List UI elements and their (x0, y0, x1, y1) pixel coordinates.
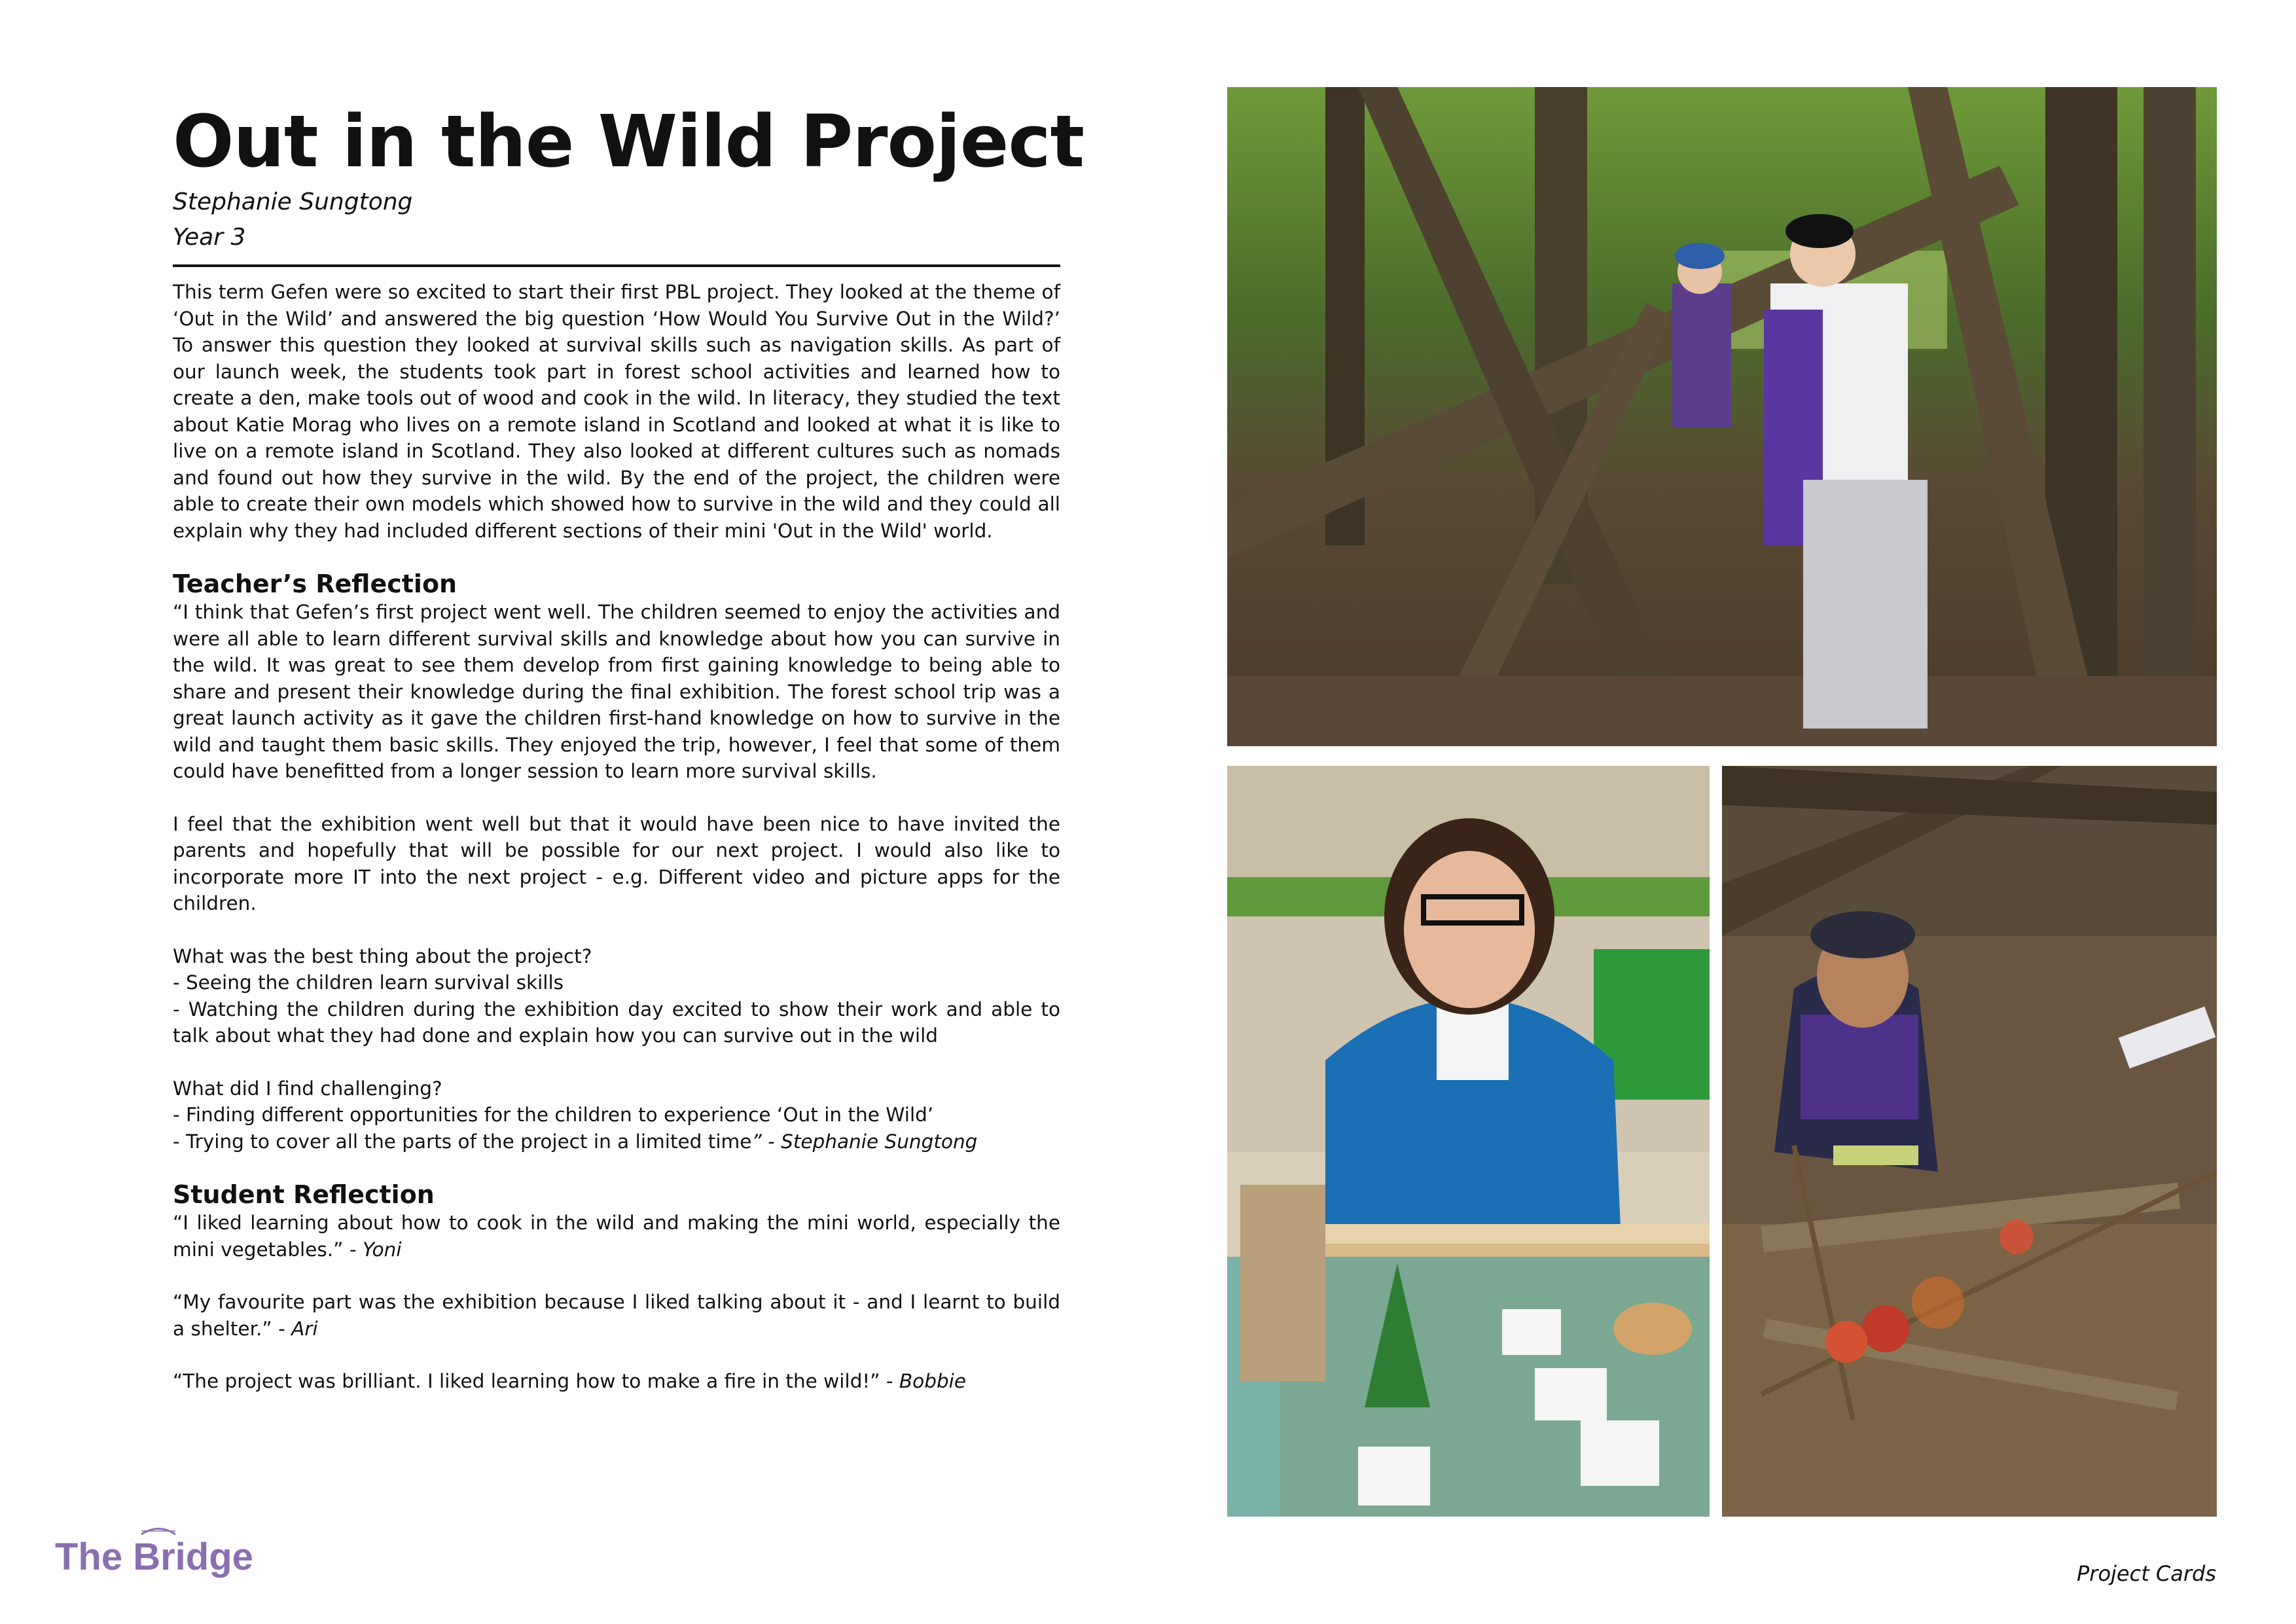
forest-den-photo (1227, 87, 2217, 746)
student-quote (173, 1368, 1060, 1395)
teacher-reflection-heading: Teacher’s Reflection (173, 569, 457, 598)
bridge-arch-icon (140, 1526, 177, 1535)
campfire-cooking-photo (1722, 766, 2217, 1517)
title-divider (173, 264, 1060, 267)
student-quote (173, 1210, 1060, 1263)
page-title: Out in the Wild Project (173, 99, 1085, 183)
challenge-question: What did I find challenging? (173, 1077, 442, 1100)
logo-text: The Bridge (55, 1536, 253, 1578)
student-quote-text: “I liked learning about how to cook in the wild and making the mini world, especially the mini vegetables.” (173, 1212, 1060, 1261)
teacher-paragraph-2: I feel that the exhibition went well but that it would have been nice to have invited the parents and hopefully that will be possible for our next project. I would also like to incorporate more IT into the next project - e.g. Different video and picture apps for the children. (173, 812, 1060, 914)
challenge-item-text: - Trying to cover all the parts of the project in a limited time (173, 1130, 752, 1153)
student-quote-text: “The project was brilliant. I liked learning how to make a fire in the wild!” (173, 1370, 880, 1392)
model-making-photo (1227, 766, 1710, 1517)
teacher-paragraph-1: “I think that Gefen’s first project went well. The children seemed to enjoy the activities and were all able to learn different survival skills and knowledge about how you can survive in the wild. It was great to see them develop from first gaining knowledge to being able to share and present their knowledge during the final exhibition. The forest school trip was a great launch activity as it gave the children first-hand knowledge on how to survive in the wild and taught them basic skills. They enjoyed the trip, however, I feel that some of them could have benefitted from a longer session to learn more survival skills. (173, 601, 1060, 782)
student-quote (173, 1289, 1060, 1342)
the-bridge-logo (55, 1535, 253, 1579)
best-thing-item: - Watching the children during the exhibition day excited to show their work and able to talk about what they had done and explain how you can survive out in the wild (173, 998, 1060, 1047)
best-thing-item: - Seeing the children learn survival skills (173, 971, 564, 994)
year-group: Year 3 (173, 224, 246, 251)
author-name: Stephanie Sungtong (173, 189, 413, 215)
challenge-item-last (173, 1128, 1060, 1155)
student-quote-author: - Ari (272, 1317, 318, 1340)
footer-label: Project Cards (2076, 1561, 2216, 1586)
challenge-item: - Finding different opportunities for the children to experience ‘Out in the Wild’ (173, 1104, 934, 1126)
student-quote-author: - Bobbie (880, 1370, 967, 1392)
best-thing-question: What was the best thing about the project? (173, 945, 592, 967)
student-quote-text: “My favourite part was the exhibition because I liked talking about it - and I learnt to build a shelter.” (173, 1291, 1060, 1340)
article (173, 98, 1085, 1395)
student-quote-author: - Yoni (343, 1238, 402, 1261)
student-reflection-heading: Student Reflection (173, 1180, 435, 1209)
intro-paragraph: This term Gefen were so excited to start their first PBL project. They looked at the theme of ‘Out in the Wild’ and answered the big question ‘How Would You Survive Out in the Wild?’ To answer this question they looked at survival skills such as navigation skills. As part of our launch week, the students took part in forest school activities and learned how to create a den, make tools out of wood and cook in the wild. In literacy, they studied the text about Katie Morag who lives on a remote island in Scotland and looked at what it is like to live on a remote island in Scotland. They also looked at different cultures such as nomads and found out how they survive in the wild. By the end of the project, the children were able to create their own models which showed how to survive in the wild and they could all explain why they had included different sections of their mini 'Out in the Wild' world. (173, 281, 1060, 542)
teacher-attribution: ” - Stephanie Sungtong (751, 1130, 978, 1153)
